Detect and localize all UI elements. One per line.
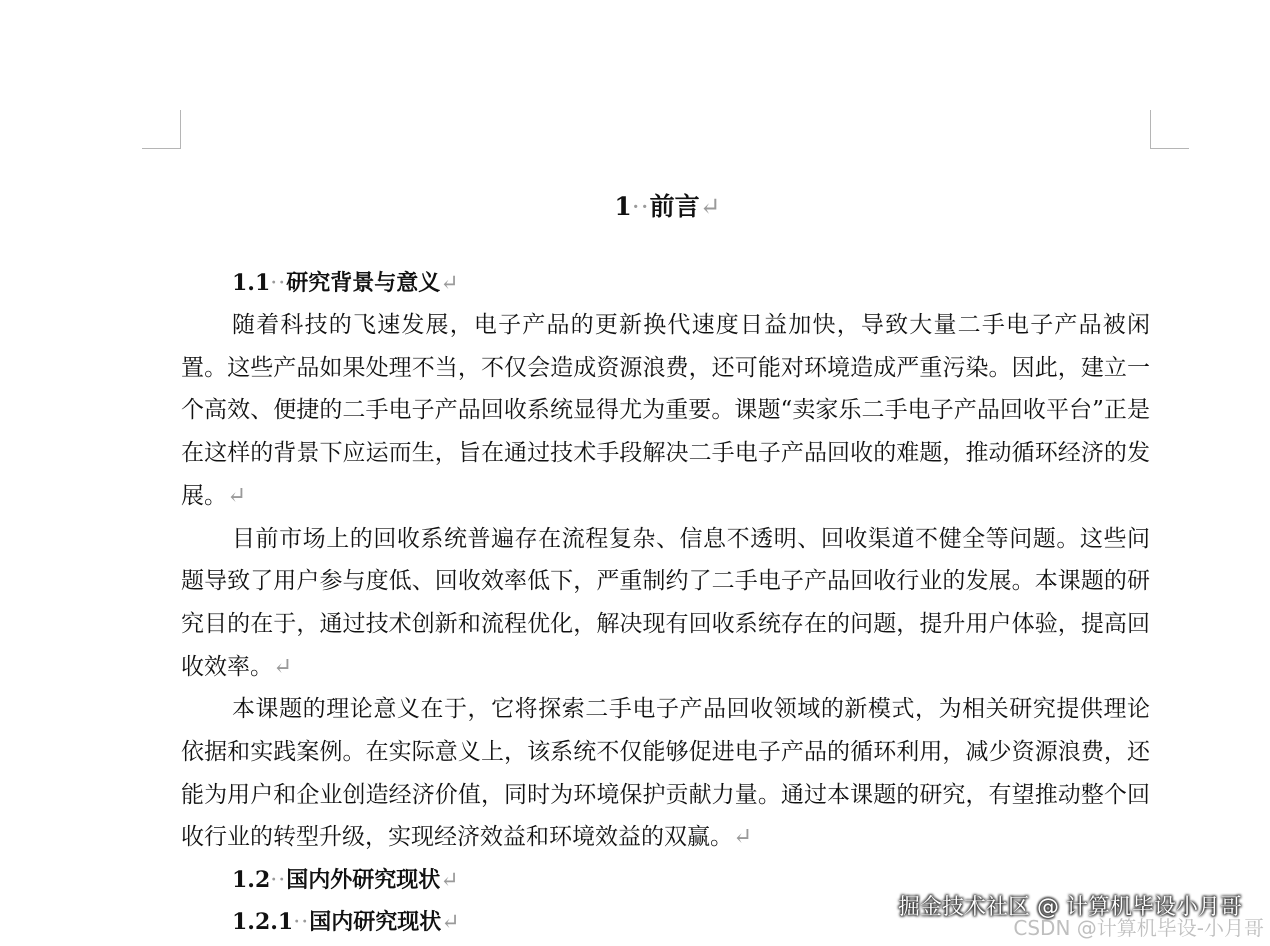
juejin-watermark: 掘金技术社区 @ 计算机毕设小月哥 [898,895,1242,920]
paragraph-mark: ↵ [699,192,721,221]
heading-separator: ·· [270,271,287,296]
csdn-watermark: CSDN @计算机毕设-小月哥 [1013,916,1264,940]
paragraph-mark: ↵ [440,271,459,296]
heading-separator: ·· [293,910,310,936]
paragraph-mark: ↵ [273,653,293,680]
chapter-title: 前言 [649,192,700,221]
paragraph-text: 本课题的理论意义在于，它将探索二手电子产品回收领域的新模式，为相关研究提供理论依据和实践案例。在实际意义上，该系统不仅能够促进电子产品的循环利用，减少资源浪费，还能为用户和企业创造经济价值，同时为环境保护贡献力量。通过本课题的研究，有望推动整个回收行业的转型升级，实现经济效益和环境效益的双赢。 [181,696,1150,851]
paragraph-mark: ↵ [733,824,753,851]
heading-separator: ·· [631,192,650,221]
paragraph-text: 目前市场上的回收系统普遍存在流程复杂、信息不透明、回收渠道不健全等问题。这些问题导致了用户参与度低、回收效率低下，严重制约了二手电子产品回收行业的发展。本课题的研究目的在于，通过技术创新和流程优化，解决现有回收系统存在的问题，提升用户体验，提高回收效率。 [181,525,1150,680]
paragraph-mark: ↵ [227,482,247,509]
body-paragraph [181,688,1150,859]
paragraph-mark: ↵ [440,868,459,894]
paragraph-mark: ↵ [441,910,460,936]
subsection-number: 1.2.1 [232,909,294,936]
section-heading-1-1 [181,262,1150,304]
page-corner-top-right [1150,110,1189,149]
paragraph-text: 随着科技的飞速发展，电子产品的更新换代速度日益加快，导致大量二手电子产品被闲置。这些产品如果处理不当，不仅会造成资源浪费，还可能对环境造成严重污染。因此，建立一个高效、便捷的二手电子产品回收系统显得尤为重要。课题“卖家乐二手电子产品回收平台”正是在这样的背景下应运而生，旨在通过技术手段解决二手电子产品回收的难题，推动循环经济的发展。 [181,312,1150,509]
chapter-heading [181,186,1150,228]
subsection-title: 国内研究现状 [309,909,442,936]
heading-separator: ·· [270,868,287,894]
section-number: 1.2 [232,867,271,894]
body-paragraph [181,518,1150,689]
page-corner-top-left [142,110,181,149]
chapter-number: 1 [614,192,632,221]
section-number: 1.1 [232,270,271,296]
section-title: 研究背景与意义 [286,270,441,296]
section-title: 国内外研究现状 [286,867,441,894]
body-paragraph [181,304,1150,518]
document-body [181,186,1150,943]
